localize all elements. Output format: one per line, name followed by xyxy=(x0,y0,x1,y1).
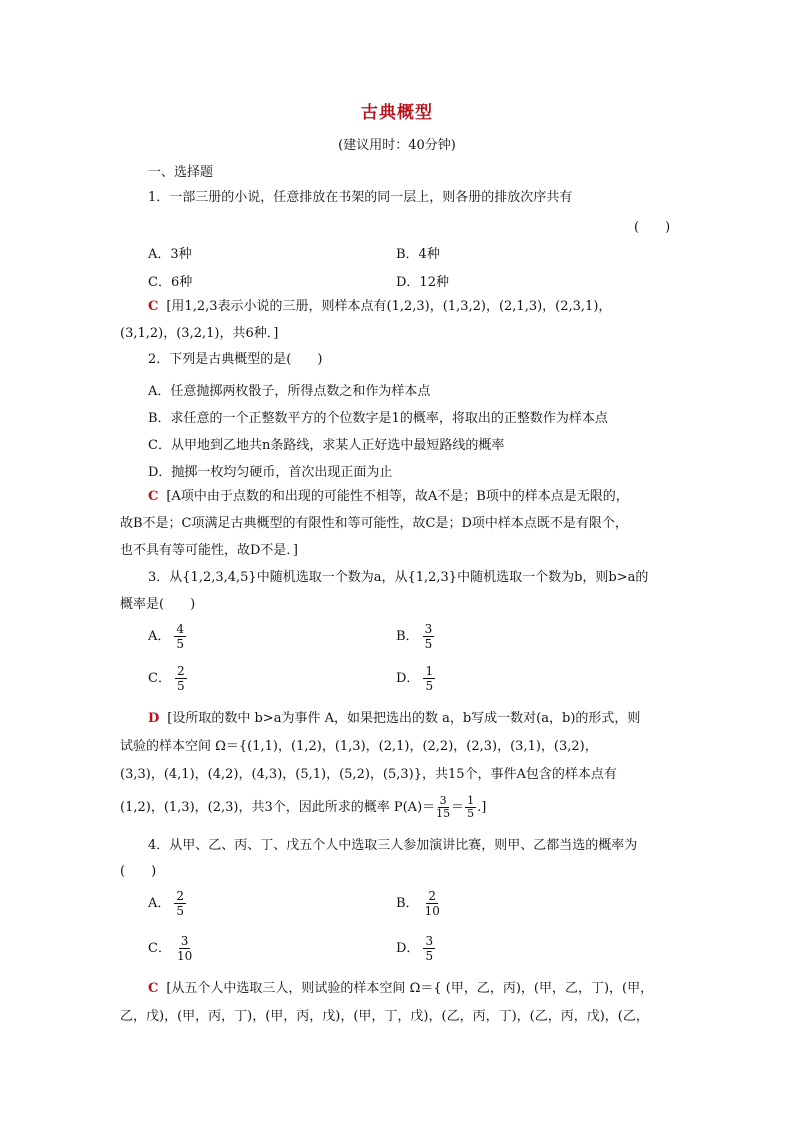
q3-option-b-numerator: 3 xyxy=(424,622,433,636)
q3-stem-line-1: 3．从{1,2,3,4,5}中随机选取一个数为a，从{1,2,3}中随机选取一个数为b，则b>a的 xyxy=(148,570,649,585)
q4-option-a-fraction xyxy=(174,889,186,918)
q4-solution-line-1 xyxy=(148,981,653,997)
q4-option-d-label: D． xyxy=(396,941,420,956)
q2-solution-line-3: 也不具有等可能性，故D不是．] xyxy=(120,543,298,558)
q1-option-b: B．4种 xyxy=(396,247,440,262)
q4-option-c xyxy=(148,934,194,963)
section-heading: 一、选择题 xyxy=(148,165,214,180)
q4-option-c-numerator: 3 xyxy=(180,934,189,948)
q2-solution-line-2: 故B不是；C项满足古典概型的有限性和等可能性，故C是；D项中样本点既不是有限个， xyxy=(120,516,628,531)
q4-option-b-numerator: 2 xyxy=(428,889,437,903)
q3-option-c-label: C． xyxy=(148,671,171,686)
q3-option-a-label: A． xyxy=(148,629,171,644)
q3-solution-text-4: (1,2)，(1,3)，(2,3)，共3个，因此所求的概率 P(A)＝ xyxy=(120,800,436,815)
q3-option-a-fraction xyxy=(174,622,186,651)
q1-solution-text-1: [用1,2,3表示小说的三册，则样本点有(1,2,3)，(1,3,2)，(2,1,3)，(2,3,1)， xyxy=(166,299,612,314)
q3-solution-fraction-1-den: 15 xyxy=(436,807,451,820)
q2-option-a: A．任意抛掷两枚骰子，所得点数之和作为样本点 xyxy=(148,384,431,399)
q4-option-d-numerator: 3 xyxy=(425,934,434,948)
q1-stem: 1．一部三册的小说，任意排放在书架的同一层上，则各册的排放次序共有 xyxy=(148,190,573,205)
q3-option-c xyxy=(148,664,187,693)
q4-option-a-numerator: 2 xyxy=(176,889,185,903)
q3-option-b-label: B． xyxy=(396,629,419,644)
q4-option-a-label: A． xyxy=(148,896,171,911)
q4-option-b-label: B． xyxy=(396,896,419,911)
q3-solution-line-4 xyxy=(120,795,486,820)
q3-solution-end: .] xyxy=(477,800,487,815)
q1-solution-line-2: (3,1,2)，(3,2,1)，共6种．] xyxy=(120,326,279,341)
q4-solution-line-2: 乙，戊)，(甲，丙，丁)，(甲，丙，戊)，(甲，丁，戊)，(乙，丙，丁)，(乙，丙，戊)，(乙， xyxy=(120,1009,649,1024)
q3-option-d-fraction xyxy=(423,664,435,693)
q3-option-d xyxy=(396,664,435,693)
q4-option-b-fraction xyxy=(423,889,442,918)
q3-solution-fraction-2-den: 5 xyxy=(467,807,475,820)
q4-option-a xyxy=(148,889,186,918)
q4-option-c-fraction xyxy=(175,934,194,963)
page-subtitle: (建议用时：40分钟) xyxy=(338,138,456,153)
q4-stem-line-1: 4．从甲、乙、丙、丁、戊五个人中选取三人参加演讲比赛，则甲、乙都当选的概率为 xyxy=(148,838,638,853)
q3-answer: D xyxy=(148,711,160,726)
q2-solution-text-1: [A项中由于点数的和出现的可能性不相等，故A不是；B项中的样本点是无限的， xyxy=(166,489,629,504)
q4-option-c-denominator: 10 xyxy=(176,949,193,963)
q2-option-c: C．从甲地到乙地共n条路线，求某人正好选中最短路线的概率 xyxy=(148,438,505,453)
q3-option-a-denominator: 5 xyxy=(176,637,185,651)
q4-answer: C xyxy=(148,981,159,996)
q3-option-c-denominator: 5 xyxy=(176,679,185,693)
q3-solution-line-1 xyxy=(148,711,640,727)
q4-option-d-fraction xyxy=(423,934,435,963)
q3-solution-fraction-2-num: 1 xyxy=(467,794,475,807)
q3-option-d-numerator: 1 xyxy=(425,664,434,678)
q2-solution-line-1 xyxy=(148,489,629,505)
q4-solution-text-1: [从五个人中选取三人，则试验的样本空间 Ω＝{ (甲，乙，丙)，(甲，乙，丁)，(甲， xyxy=(166,981,654,996)
q3-solution-fraction-1-num: 3 xyxy=(439,794,447,807)
q3-option-c-numerator: 2 xyxy=(176,664,185,678)
q3-solution-fraction-1 xyxy=(436,795,450,820)
q4-option-c-label: C． xyxy=(148,941,171,956)
q3-solution-fraction-2 xyxy=(465,795,476,820)
q4-stem-line-2: ( ) xyxy=(120,864,157,879)
q1-option-d: D．12种 xyxy=(396,275,449,290)
q1-option-a: A．3种 xyxy=(148,247,192,262)
q3-solution-line-3: (3,3)，(4,1)，(4,2)，(4,3)，(5,1)，(5,2)，(5,3)}，共15个，事件A包含的样本点有 xyxy=(120,767,617,782)
q3-option-b xyxy=(396,622,434,651)
q4-option-b xyxy=(396,889,442,918)
q4-option-d-denominator: 5 xyxy=(425,949,434,963)
q4-option-a-denominator: 5 xyxy=(176,904,185,918)
q3-option-b-fraction xyxy=(423,622,435,651)
q2-answer: C xyxy=(148,489,159,504)
q1-answer-paren: ( ) xyxy=(634,220,671,235)
q1-option-c: C．6种 xyxy=(148,275,193,290)
q2-option-b: B．求任意的一个正整数平方的个位数字是1的概率，将取出的正整数作为样本点 xyxy=(148,411,608,426)
q3-option-b-denominator: 5 xyxy=(424,637,433,651)
q3-solution-text-1: [设所取的数中 b>a为事件 A，如果把选出的数 a，b写成一数对(a，b)的形式，则 xyxy=(167,711,641,726)
q1-solution-line-1 xyxy=(148,299,611,315)
q3-option-a xyxy=(148,622,186,651)
q3-option-d-label: D． xyxy=(396,671,420,686)
q1-answer: C xyxy=(148,299,159,314)
q2-option-d: D．抛掷一枚均匀硬币，首次出现正面为止 xyxy=(148,465,393,480)
q3-stem-line-2: 概率是( ) xyxy=(120,597,196,612)
q4-option-b-denominator: 10 xyxy=(424,904,440,918)
q3-option-a-numerator: 4 xyxy=(176,622,185,636)
q3-option-c-fraction xyxy=(175,664,187,693)
q2-stem: 2．下列是古典概型的是( ) xyxy=(148,352,323,367)
q4-option-d xyxy=(396,934,435,963)
q3-option-d-denominator: 5 xyxy=(425,679,434,693)
q3-solution-line-2: 试验的样本空间 Ω＝{(1,1)，(1,2)，(1,3)，(2,1)，(2,2)，(2,3)，(3,1)，(3,2)， xyxy=(120,739,598,754)
page-title: 古典概型 xyxy=(361,103,433,123)
q3-solution-equals: ＝ xyxy=(451,800,465,815)
